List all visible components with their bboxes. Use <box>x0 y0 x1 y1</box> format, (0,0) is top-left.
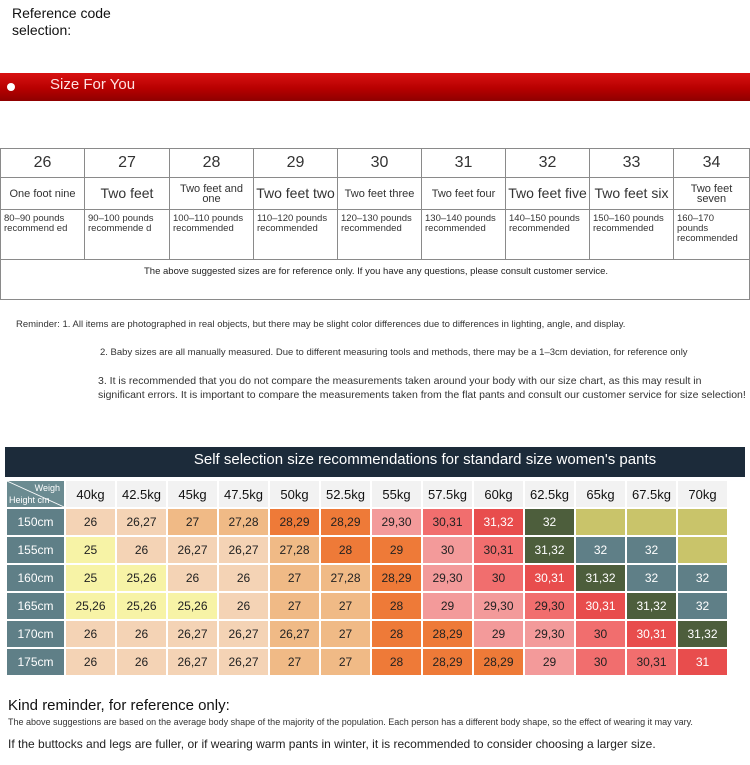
size-grid-cell: 26 <box>66 509 115 535</box>
size-grid-cell: 28,29 <box>372 565 421 591</box>
size-name-row <box>0 178 750 210</box>
weight-column-header: 45kg <box>168 481 217 507</box>
size-weight-cell: 80–90 pounds recommend ed <box>0 210 84 260</box>
size-recommendation-grid <box>5 479 729 677</box>
size-name-cell: Two feet <box>84 178 169 210</box>
size-grid-cell: 31,32 <box>678 621 727 647</box>
size-grid-cell <box>627 509 676 535</box>
weight-column-header: 42.5kg <box>117 481 166 507</box>
size-grid-cell: 25,26 <box>66 593 115 619</box>
size-grid-cell: 27,28 <box>270 537 319 563</box>
size-weight-cell: 140–150 pounds recommended <box>505 210 589 260</box>
corner-height-label: Height cm <box>9 495 50 505</box>
size-grid-cell: 30,31 <box>627 649 676 675</box>
size-grid-cell: 30,31 <box>627 621 676 647</box>
size-grid-cell: 25 <box>66 537 115 563</box>
height-row-header: 155cm <box>7 537 64 563</box>
size-reference-table <box>0 148 750 300</box>
size-grid-cell: 28 <box>372 621 421 647</box>
height-row-header: 150cm <box>7 509 64 535</box>
size-grid-cell <box>678 537 727 563</box>
kind-reminder-line-2: If the buttocks and legs are fuller, or if wearing warm pants in winter, it is recommended to consider choosing a larger size. <box>8 737 656 751</box>
size-grid-cell: 28,29 <box>321 509 370 535</box>
weight-column-header: 55kg <box>372 481 421 507</box>
size-number-cell: 31 <box>421 148 505 178</box>
size-weight-cell: 150–160 pounds recommended <box>589 210 673 260</box>
size-grid-cell: 29 <box>525 649 574 675</box>
size-grid-cell: 26 <box>168 565 217 591</box>
size-number-cell: 30 <box>337 148 421 178</box>
height-row-header: 175cm <box>7 649 64 675</box>
corner-weight-label: Weigh <box>34 483 60 493</box>
size-grid-cell: 26,27 <box>219 649 268 675</box>
size-grid-cell: 27 <box>270 565 319 591</box>
size-name-cell: Two feet seven <box>673 178 750 210</box>
size-grid-cell: 30,31 <box>423 509 472 535</box>
size-name-cell: Two feet six <box>589 178 673 210</box>
weight-column-header: 57.5kg <box>423 481 472 507</box>
size-grid-cell: 32 <box>627 565 676 591</box>
reminder-2: 2. Baby sizes are all manually measured. Due to different measuring tools and methods, there may be a 1–3cm deviation, for reference only <box>100 347 688 358</box>
size-grid-cell: 29,30 <box>423 565 472 591</box>
reminder-1: Reminder: 1. All items are photographed in real objects, but there may be slight color differences due to differences in lighting, angle, and display. <box>16 319 626 330</box>
size-grid-cell: 25,26 <box>117 593 166 619</box>
size-grid-cell: 29 <box>372 537 421 563</box>
size-grid-cell: 29,30 <box>474 593 523 619</box>
size-grid-cell: 26 <box>66 649 115 675</box>
grid-corner-header <box>7 481 64 507</box>
size-name-cell: Two feet and one <box>169 178 253 210</box>
size-grid-cell: 28,29 <box>474 649 523 675</box>
weight-column-header: 52.5kg <box>321 481 370 507</box>
size-grid-cell: 29,30 <box>525 621 574 647</box>
size-grid-cell: 30 <box>474 565 523 591</box>
size-grid-cell: 26,27 <box>168 537 217 563</box>
size-grid-cell: 25,26 <box>168 593 217 619</box>
size-grid-cell: 32 <box>525 509 574 535</box>
weight-column-header: 50kg <box>270 481 319 507</box>
size-grid-cell: 32 <box>678 593 727 619</box>
size-grid-cell: 26,27 <box>168 649 217 675</box>
size-for-you-banner <box>0 73 750 101</box>
size-grid-cell: 29 <box>423 593 472 619</box>
size-grid-cell: 26 <box>219 565 268 591</box>
height-row-header: 160cm <box>7 565 64 591</box>
size-grid-cell: 31,32 <box>525 537 574 563</box>
size-grid-cell: 31,32 <box>627 593 676 619</box>
size-grid-cell: 32 <box>576 537 625 563</box>
size-grid-cell: 32 <box>678 565 727 591</box>
size-grid-cell: 27 <box>321 593 370 619</box>
size-grid-cell: 28 <box>372 649 421 675</box>
size-grid-cell: 31 <box>678 649 727 675</box>
size-grid-cell: 26,27 <box>219 537 268 563</box>
size-grid-cell: 25 <box>66 565 115 591</box>
size-grid-cell: 25,26 <box>117 565 166 591</box>
size-number-cell: 32 <box>505 148 589 178</box>
size-weight-cell: 100–110 pounds recommended <box>169 210 253 260</box>
size-grid-cell: 27,28 <box>321 565 370 591</box>
size-name-cell: Two feet two <box>253 178 337 210</box>
size-weight-row <box>0 210 750 260</box>
size-grid-cell: 28,29 <box>423 649 472 675</box>
kind-reminder-line-1: The above suggestions are based on the average body shape of the majority of the population. Each person has a different body shape, so the effect of wearing it may vary. <box>8 717 693 727</box>
weight-column-header: 60kg <box>474 481 523 507</box>
size-grid-cell: 26,27 <box>270 621 319 647</box>
weight-column-header: 67.5kg <box>627 481 676 507</box>
size-grid-cell: 28,29 <box>270 509 319 535</box>
size-grid-cell: 27 <box>270 593 319 619</box>
size-grid-cell: 30 <box>576 621 625 647</box>
bullet-dot-icon <box>7 83 15 91</box>
size-name-cell: One foot nine <box>0 178 84 210</box>
size-weight-cell: 90–100 pounds recommende d <box>84 210 169 260</box>
size-grid-title-text: Self selection size recommendations for standard size women's pants <box>193 451 657 468</box>
height-row-header: 170cm <box>7 621 64 647</box>
size-number-cell: 33 <box>589 148 673 178</box>
size-grid-cell: 30 <box>423 537 472 563</box>
kind-reminder-title: Kind reminder, for reference only: <box>8 697 230 714</box>
height-row-header: 165cm <box>7 593 64 619</box>
size-grid-cell <box>576 509 625 535</box>
size-grid-cell: 26 <box>117 621 166 647</box>
size-number-cell: 26 <box>0 148 84 178</box>
size-number-row <box>0 148 750 178</box>
size-weight-cell: 120–130 pounds recommended <box>337 210 421 260</box>
size-grid-cell <box>678 509 727 535</box>
size-grid-cell: 30,31 <box>576 593 625 619</box>
size-grid-cell: 26 <box>117 537 166 563</box>
weight-column-header: 40kg <box>66 481 115 507</box>
size-grid-cell: 29 <box>474 621 523 647</box>
size-grid-cell: 26 <box>117 649 166 675</box>
size-grid-cell: 26 <box>219 593 268 619</box>
weight-column-header: 70kg <box>678 481 727 507</box>
size-grid-cell: 29,30 <box>525 593 574 619</box>
size-grid-cell: 26,27 <box>117 509 166 535</box>
size-number-cell: 34 <box>673 148 750 178</box>
size-grid-cell: 26 <box>66 621 115 647</box>
weight-column-header: 62.5kg <box>525 481 574 507</box>
reminder-3: 3. It is recommended that you do not compare the measurements taken around your body with our size chart, as this may result in significant errors. It is important to compare the measurements taken from the flat pants and consult our customer service for size selection! <box>98 375 746 401</box>
size-grid-cell: 27 <box>321 649 370 675</box>
size-name-cell: Two feet four <box>421 178 505 210</box>
size-grid-cell: 30 <box>576 649 625 675</box>
size-number-cell: 27 <box>84 148 169 178</box>
weight-column-header: 47.5kg <box>219 481 268 507</box>
size-weight-cell: 110–120 pounds recommended <box>253 210 337 260</box>
size-grid-cell: 31,32 <box>576 565 625 591</box>
weight-column-header: 65kg <box>576 481 625 507</box>
size-grid-cell: 27 <box>270 649 319 675</box>
reference-code-title: Reference code selection: <box>12 5 111 38</box>
size-grid-cell: 26,27 <box>219 621 268 647</box>
size-number-cell: 29 <box>253 148 337 178</box>
size-number-cell: 28 <box>169 148 253 178</box>
size-grid-cell: 31,32 <box>474 509 523 535</box>
size-grid-cell: 30,31 <box>474 537 523 563</box>
size-grid-title <box>5 447 745 477</box>
size-grid-cell: 27,28 <box>219 509 268 535</box>
size-grid-cell: 28 <box>372 593 421 619</box>
size-weight-cell: 160–170 pounds recommended <box>673 210 750 260</box>
size-grid-cell: 30,31 <box>525 565 574 591</box>
size-grid-cell: 32 <box>627 537 676 563</box>
size-grid-cell: 28,29 <box>423 621 472 647</box>
size-grid-cell: 29,30 <box>372 509 421 535</box>
size-weight-cell: 130–140 pounds recommended <box>421 210 505 260</box>
size-grid-cell: 28 <box>321 537 370 563</box>
size-name-cell: Two feet three <box>337 178 421 210</box>
size-grid-cell: 27 <box>168 509 217 535</box>
size-table-note: The above suggested sizes are for reference only. If you have any questions, please consult customer service. <box>0 260 750 300</box>
size-grid-cell: 26,27 <box>168 621 217 647</box>
banner-title: Size For You <box>50 76 136 93</box>
size-name-cell: Two feet five <box>505 178 589 210</box>
size-grid-cell: 27 <box>321 621 370 647</box>
